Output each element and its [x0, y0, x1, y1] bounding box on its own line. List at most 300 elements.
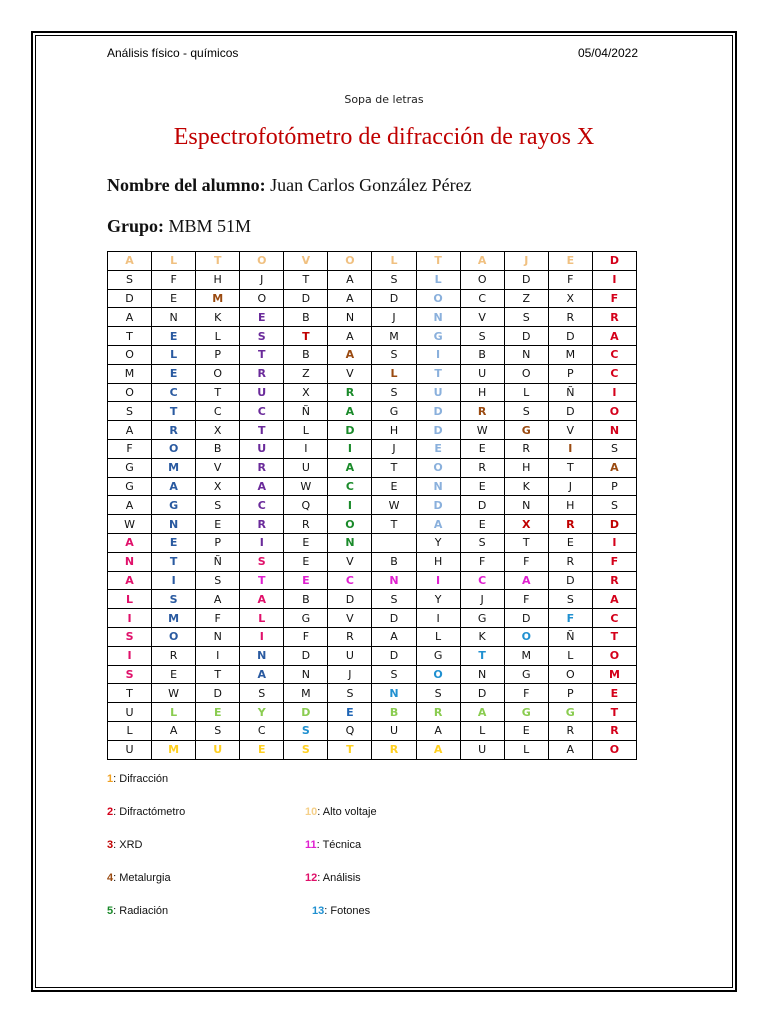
- grid-cell: C: [592, 364, 636, 383]
- grid-cell: E: [460, 515, 504, 534]
- grid-cell: O: [416, 665, 460, 684]
- grid-cell: O: [592, 646, 636, 665]
- grid-cell: S: [372, 345, 416, 364]
- grid-cell: O: [240, 289, 284, 308]
- grid-row: [108, 533, 637, 552]
- grid-cell: A: [240, 477, 284, 496]
- legend-item: [305, 839, 361, 851]
- grid-cell: F: [548, 270, 592, 289]
- grid-cell: H: [196, 270, 240, 289]
- grid-cell: I: [240, 627, 284, 646]
- grid-cell: R: [328, 627, 372, 646]
- grid-cell: U: [460, 740, 504, 759]
- grid-row: [108, 289, 637, 308]
- legend-text: Análisis: [322, 872, 361, 884]
- grid-cell: D: [372, 646, 416, 665]
- grid-cell: V: [328, 364, 372, 383]
- grid-cell: D: [372, 609, 416, 628]
- grid-cell: R: [592, 721, 636, 740]
- grid-row: [108, 439, 637, 458]
- grid-cell: E: [372, 477, 416, 496]
- group-label: Grupo:: [107, 216, 165, 236]
- grid-cell: R: [328, 383, 372, 402]
- grid-cell: C: [240, 496, 284, 515]
- grid-cell: G: [504, 665, 548, 684]
- grid-cell: R: [504, 439, 548, 458]
- grid-cell: C: [460, 571, 504, 590]
- grid-cell: X: [196, 421, 240, 440]
- grid-cell: R: [152, 421, 196, 440]
- grid-cell: L: [504, 383, 548, 402]
- grid-cell: E: [152, 533, 196, 552]
- grid-cell: W: [372, 496, 416, 515]
- legend-separator: :: [317, 872, 323, 884]
- grid-cell: E: [152, 364, 196, 383]
- grid-row: [108, 703, 637, 722]
- grid-cell: F: [196, 609, 240, 628]
- grid-cell: N: [416, 308, 460, 327]
- grid-row: [108, 327, 637, 346]
- grid-cell: E: [460, 477, 504, 496]
- grid-cell: E: [152, 665, 196, 684]
- grid-cell: E: [152, 289, 196, 308]
- grid-row: [108, 477, 637, 496]
- grid-cell: Y: [416, 533, 460, 552]
- grid-cell: N: [152, 308, 196, 327]
- grid-cell: T: [240, 421, 284, 440]
- grid-cell: V: [196, 458, 240, 477]
- grid-cell: S: [372, 665, 416, 684]
- legend-number: 1: [107, 773, 114, 785]
- grid-cell: O: [328, 515, 372, 534]
- legend-separator: :: [113, 872, 120, 884]
- legend-text: Alto voltaje: [322, 806, 377, 818]
- grid-cell: I: [592, 383, 636, 402]
- grid-row: [108, 721, 637, 740]
- grid-cell: S: [504, 308, 548, 327]
- grid-cell: O: [504, 364, 548, 383]
- grid-cell: T: [108, 327, 152, 346]
- grid-cell: A: [592, 590, 636, 609]
- grid-cell: P: [548, 684, 592, 703]
- grid-cell: L: [240, 609, 284, 628]
- grid-cell: S: [592, 496, 636, 515]
- grid-cell: A: [196, 590, 240, 609]
- grid-cell: M: [504, 646, 548, 665]
- legend-separator: :: [113, 806, 120, 818]
- grid-cell: R: [240, 364, 284, 383]
- grid-cell: A: [372, 627, 416, 646]
- grid-cell: T: [592, 627, 636, 646]
- grid-cell: T: [152, 402, 196, 421]
- legend-item: [107, 773, 168, 785]
- grid-cell: C: [592, 609, 636, 628]
- grid-cell: J: [240, 270, 284, 289]
- grid-cell: M: [152, 609, 196, 628]
- grid-cell: D: [504, 609, 548, 628]
- grid-cell: B: [284, 345, 328, 364]
- grid-cell: U: [196, 740, 240, 759]
- grid-cell: A: [328, 402, 372, 421]
- grid-cell: C: [592, 345, 636, 364]
- grid-cell: V: [328, 552, 372, 571]
- grid-cell: E: [416, 439, 460, 458]
- grid-cell: Q: [284, 496, 328, 515]
- grid-cell: R: [240, 458, 284, 477]
- grid-cell: G: [504, 421, 548, 440]
- grid-row: [108, 646, 637, 665]
- grid-cell: L: [152, 345, 196, 364]
- grid-cell: M: [372, 327, 416, 346]
- grid-cell: B: [284, 308, 328, 327]
- legend-item: [107, 905, 168, 917]
- grid-cell: H: [548, 496, 592, 515]
- grid-cell: U: [372, 721, 416, 740]
- legend-number: 10: [305, 806, 318, 818]
- grid-cell: D: [328, 590, 372, 609]
- grid-cell: T: [284, 270, 328, 289]
- grid-cell: T: [284, 327, 328, 346]
- grid-cell: N: [504, 345, 548, 364]
- grid-cell: N: [328, 533, 372, 552]
- grid-cell: O: [592, 740, 636, 759]
- grid-cell: S: [196, 496, 240, 515]
- grid-cell: E: [548, 252, 592, 271]
- grid-cell: O: [416, 458, 460, 477]
- grid-row: [108, 496, 637, 515]
- legend-number: 4: [107, 872, 114, 884]
- grid-cell: U: [460, 364, 504, 383]
- legend-separator: :: [324, 905, 331, 917]
- grid-cell: M: [108, 364, 152, 383]
- grid-cell: G: [108, 477, 152, 496]
- grid-cell: E: [240, 740, 284, 759]
- grid-row: [108, 364, 637, 383]
- grid-cell: A: [108, 421, 152, 440]
- legend-text: Difractómetro: [119, 806, 186, 818]
- grid-cell: K: [504, 477, 548, 496]
- grid-cell: D: [372, 289, 416, 308]
- grid-cell: I: [196, 646, 240, 665]
- grid-cell: D: [328, 421, 372, 440]
- grid-cell: C: [152, 383, 196, 402]
- legend-text: Metalurgia: [119, 872, 171, 884]
- grid-cell: U: [108, 703, 152, 722]
- legend-separator: :: [113, 773, 120, 785]
- grid-cell: R: [592, 308, 636, 327]
- grid-cell: L: [504, 740, 548, 759]
- grid-cell: R: [240, 515, 284, 534]
- grid-cell: D: [504, 327, 548, 346]
- grid-cell: P: [592, 477, 636, 496]
- grid-cell: E: [284, 533, 328, 552]
- grid-cell: R: [152, 646, 196, 665]
- grid-cell: A: [328, 345, 372, 364]
- grid-cell: S: [196, 721, 240, 740]
- grid-cell: Y: [240, 703, 284, 722]
- grid-cell: J: [460, 590, 504, 609]
- grid-cell: U: [108, 740, 152, 759]
- grid-cell: G: [152, 496, 196, 515]
- grid-cell: I: [592, 270, 636, 289]
- grid-cell: L: [548, 646, 592, 665]
- grid-cell: L: [372, 252, 416, 271]
- grid-cell: S: [240, 327, 284, 346]
- grid-cell: Z: [284, 364, 328, 383]
- grid-cell: D: [416, 421, 460, 440]
- grid-cell: D: [284, 289, 328, 308]
- grid-cell: C: [240, 721, 284, 740]
- grid-cell: A: [240, 590, 284, 609]
- grid-cell: M: [152, 458, 196, 477]
- grid-cell: S: [416, 684, 460, 703]
- grid-row: [108, 609, 637, 628]
- grid-cell: B: [372, 552, 416, 571]
- grid-cell: D: [592, 252, 636, 271]
- grid-cell: F: [108, 439, 152, 458]
- grid-cell: B: [284, 590, 328, 609]
- legend-separator: :: [113, 905, 120, 917]
- grid-cell: O: [108, 383, 152, 402]
- legend-number: 13: [312, 905, 325, 917]
- grid-cell: W: [152, 684, 196, 703]
- legend-number: 2: [107, 806, 114, 818]
- grid-cell: A: [548, 740, 592, 759]
- grid-cell: Z: [504, 289, 548, 308]
- grid-cell: S: [372, 270, 416, 289]
- word-search-grid: [107, 251, 637, 760]
- grid-cell: G: [372, 402, 416, 421]
- grid-cell: W: [460, 421, 504, 440]
- grid-row: [108, 308, 637, 327]
- grid-cell: Ñ: [196, 552, 240, 571]
- grid-cell: X: [548, 289, 592, 308]
- grid-cell: T: [504, 533, 548, 552]
- grid-cell: S: [328, 684, 372, 703]
- grid-cell: B: [460, 345, 504, 364]
- grid-cell: O: [152, 439, 196, 458]
- grid-row: [108, 383, 637, 402]
- group-line: [107, 216, 251, 237]
- grid-cell: S: [108, 270, 152, 289]
- grid-cell: S: [284, 740, 328, 759]
- grid-cell: D: [504, 270, 548, 289]
- grid-cell: V: [328, 609, 372, 628]
- grid-cell: L: [460, 721, 504, 740]
- grid-row: [108, 402, 637, 421]
- grid-cell: A: [592, 458, 636, 477]
- grid-cell: P: [196, 533, 240, 552]
- grid-cell: S: [240, 552, 284, 571]
- grid-cell: O: [196, 364, 240, 383]
- grid-cell: N: [108, 552, 152, 571]
- grid-cell: W: [108, 515, 152, 534]
- grid-cell: A: [240, 665, 284, 684]
- legend-number: 5: [107, 905, 114, 917]
- grid-cell: A: [504, 571, 548, 590]
- grid-cell: U: [328, 646, 372, 665]
- grid-cell: J: [504, 252, 548, 271]
- grid-cell: A: [416, 515, 460, 534]
- grid-cell: C: [240, 402, 284, 421]
- grid-cell: R: [284, 515, 328, 534]
- grid-cell: I: [108, 646, 152, 665]
- grid-cell: R: [592, 571, 636, 590]
- grid-cell: B: [372, 703, 416, 722]
- grid-cell: E: [240, 308, 284, 327]
- grid-cell: F: [460, 552, 504, 571]
- grid-cell: T: [460, 646, 504, 665]
- grid-cell: C: [460, 289, 504, 308]
- grid-cell: L: [372, 364, 416, 383]
- grid-row: [108, 552, 637, 571]
- grid-cell: N: [372, 571, 416, 590]
- grid-cell: T: [196, 252, 240, 271]
- grid-cell: J: [372, 308, 416, 327]
- grid-cell: P: [548, 364, 592, 383]
- grid-cell: M: [284, 684, 328, 703]
- grid-cell: A: [416, 721, 460, 740]
- legend-item: [305, 872, 361, 884]
- grid-cell: R: [548, 308, 592, 327]
- grid-cell: L: [108, 590, 152, 609]
- grid-cell: D: [548, 327, 592, 346]
- grid-cell: N: [240, 646, 284, 665]
- legend-number: 12: [305, 872, 318, 884]
- grid-cell: O: [460, 270, 504, 289]
- grid-cell: I: [152, 571, 196, 590]
- grid-cell: A: [416, 740, 460, 759]
- grid-cell: R: [460, 458, 504, 477]
- grid-cell: O: [592, 402, 636, 421]
- grid-cell: G: [416, 646, 460, 665]
- grid-cell: W: [284, 477, 328, 496]
- grid-cell: U: [416, 383, 460, 402]
- grid-cell: H: [372, 421, 416, 440]
- grid-cell: F: [504, 590, 548, 609]
- grid-cell: D: [196, 684, 240, 703]
- grid-cell: A: [108, 308, 152, 327]
- grid-cell: L: [108, 721, 152, 740]
- grid-cell: I: [592, 533, 636, 552]
- grid-cell: E: [504, 721, 548, 740]
- grid-cell: E: [328, 703, 372, 722]
- grid-cell: T: [372, 458, 416, 477]
- grid-cell: T: [196, 383, 240, 402]
- grid-cell: R: [372, 740, 416, 759]
- legend-number: 3: [107, 839, 114, 851]
- grid-row: [108, 740, 637, 759]
- grid-cell: N: [460, 665, 504, 684]
- group-value: MBM 51M: [168, 216, 252, 236]
- legend-text: Radiación: [119, 905, 169, 917]
- grid-cell: G: [548, 703, 592, 722]
- grid-cell: S: [108, 402, 152, 421]
- student-name-value: Juan Carlos González Pérez: [270, 175, 472, 195]
- grid-cell: X: [196, 477, 240, 496]
- grid-cell: S: [108, 627, 152, 646]
- grid-cell: H: [504, 458, 548, 477]
- grid-cell: R: [548, 552, 592, 571]
- grid-cell: S: [284, 721, 328, 740]
- grid-cell: A: [460, 252, 504, 271]
- grid-cell: I: [416, 345, 460, 364]
- grid-cell: F: [548, 609, 592, 628]
- grid-cell: I: [284, 439, 328, 458]
- grid-cell: A: [328, 327, 372, 346]
- grid-cell: D: [416, 496, 460, 515]
- grid-cell: I: [108, 609, 152, 628]
- grid-cell: D: [592, 515, 636, 534]
- grid-row: [108, 590, 637, 609]
- grid-cell: M: [548, 345, 592, 364]
- grid-cell: X: [284, 383, 328, 402]
- header-course: Análisis físico - químicos: [107, 46, 239, 60]
- grid-cell: E: [152, 327, 196, 346]
- student-name-label: Nombre del alumno:: [107, 175, 266, 195]
- grid-cell: I: [240, 533, 284, 552]
- grid-cell: T: [416, 252, 460, 271]
- grid-cell: Y: [416, 590, 460, 609]
- grid-cell: L: [152, 252, 196, 271]
- grid-cell: N: [592, 421, 636, 440]
- grid-cell: L: [416, 270, 460, 289]
- grid-cell: O: [328, 252, 372, 271]
- grid-cell: J: [372, 439, 416, 458]
- grid-cell: D: [548, 402, 592, 421]
- grid-cell: O: [548, 665, 592, 684]
- grid-cell: U: [240, 439, 284, 458]
- grid-cell: F: [284, 627, 328, 646]
- legend-separator: :: [317, 806, 323, 818]
- grid-cell: T: [240, 345, 284, 364]
- grid-cell: N: [284, 665, 328, 684]
- grid-cell: G: [504, 703, 548, 722]
- grid-cell: S: [548, 590, 592, 609]
- grid-cell: R: [416, 703, 460, 722]
- grid-cell: S: [372, 590, 416, 609]
- legend-item: [107, 839, 142, 851]
- legend-item: [312, 905, 370, 917]
- grid-cell: T: [328, 740, 372, 759]
- grid-cell: E: [592, 684, 636, 703]
- grid-cell: A: [328, 270, 372, 289]
- grid-cell: N: [196, 627, 240, 646]
- grid-cell: T: [240, 571, 284, 590]
- grid-cell: T: [416, 364, 460, 383]
- grid-cell: H: [416, 552, 460, 571]
- grid-cell: O: [108, 345, 152, 364]
- grid-row: [108, 627, 637, 646]
- grid-cell: D: [284, 703, 328, 722]
- grid-cell: E: [284, 552, 328, 571]
- grid-cell: J: [548, 477, 592, 496]
- grid-cell: A: [152, 477, 196, 496]
- grid-cell: G: [416, 327, 460, 346]
- grid-cell: G: [284, 609, 328, 628]
- grid-cell: H: [460, 383, 504, 402]
- grid-cell: D: [284, 646, 328, 665]
- grid-cell: Ñ: [284, 402, 328, 421]
- grid-cell: Ñ: [548, 627, 592, 646]
- grid-cell: R: [548, 515, 592, 534]
- grid-cell: G: [460, 609, 504, 628]
- grid-cell: L: [152, 703, 196, 722]
- grid-cell: N: [416, 477, 460, 496]
- grid-cell: R: [460, 402, 504, 421]
- grid-cell: S: [240, 684, 284, 703]
- grid-cell: Q: [328, 721, 372, 740]
